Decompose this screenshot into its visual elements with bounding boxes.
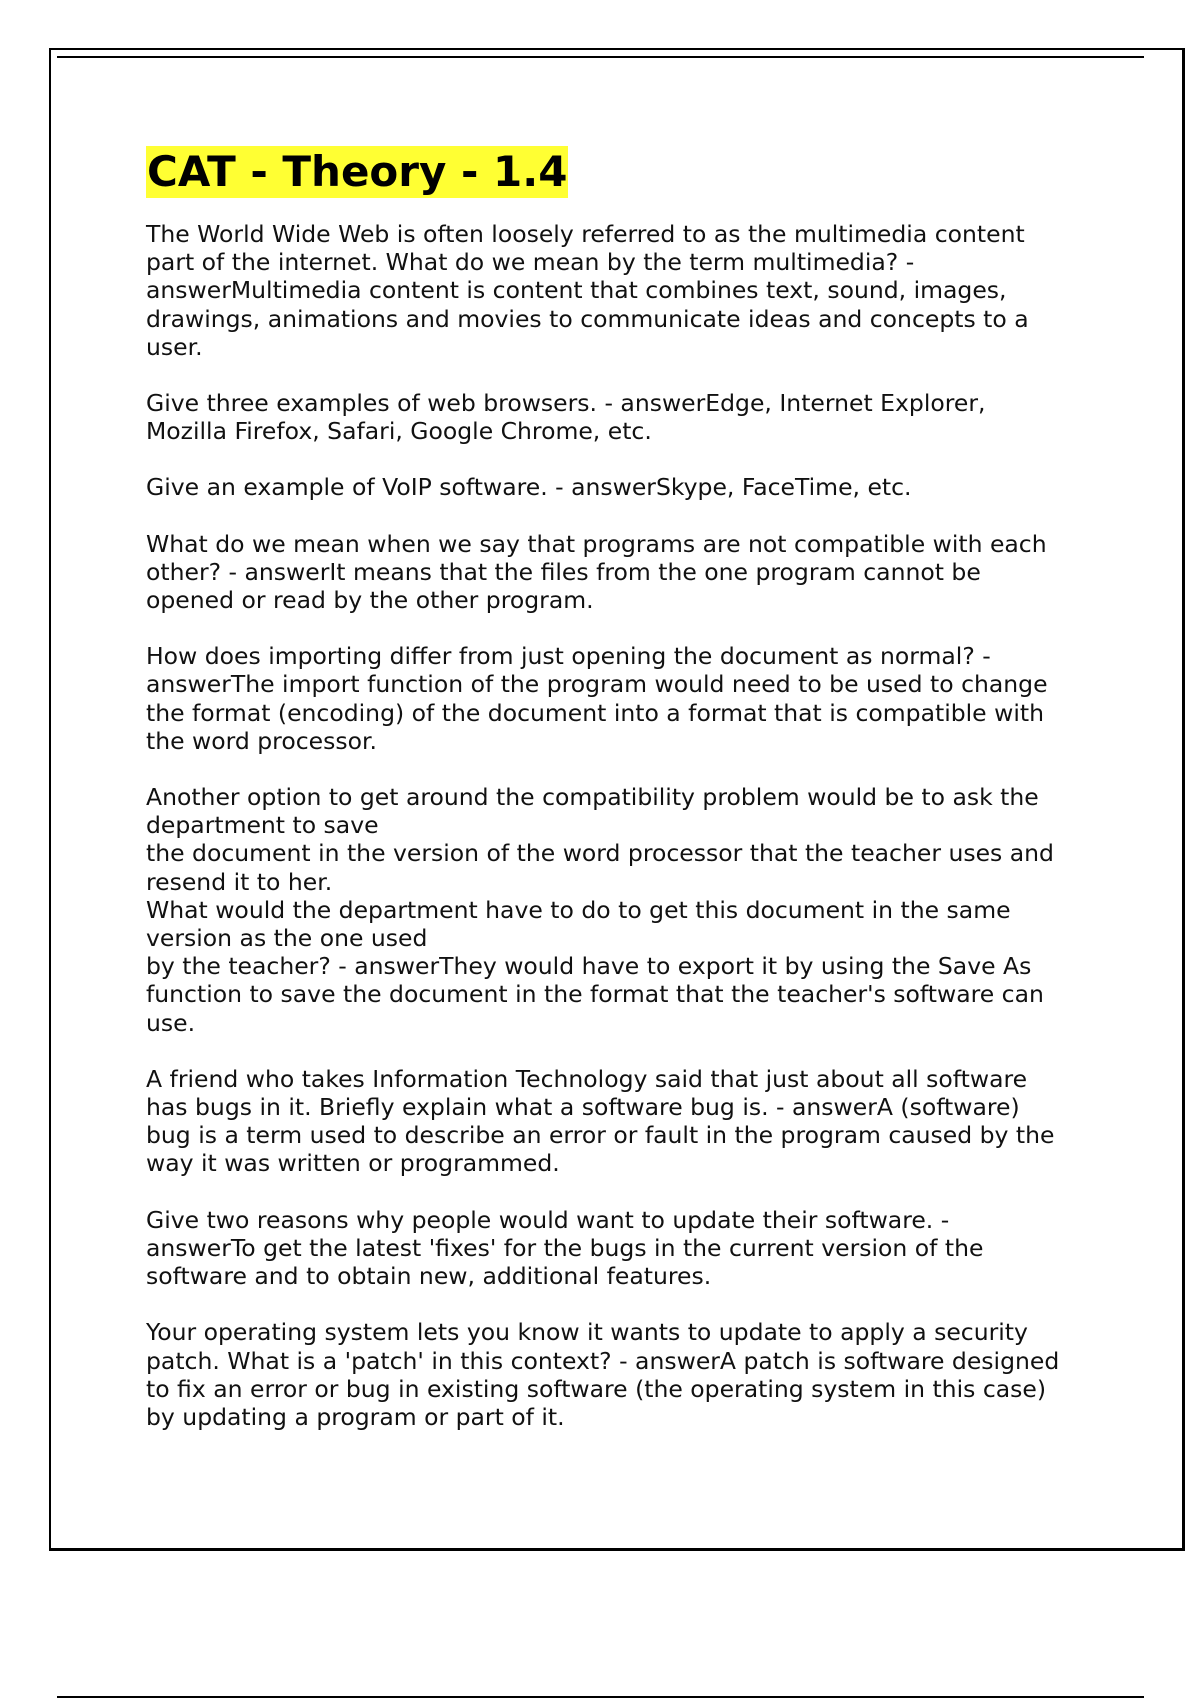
bottom-rule (57, 1696, 1144, 1698)
document-content (146, 146, 1106, 1459)
qa-item: Give two reasons why people would want to update their software. - answerTo get the latest 'fixes' for the bugs in the current version of the software and to obtain new, additional features. (146, 1205, 984, 1291)
page-title: CAT - Theory - 1.4 (147, 147, 568, 196)
qa-item: Give three examples of web browsers. - answerEdge, Internet Explorer, Mozilla Firefox, Safari, Google Chrome, etc. (146, 389, 986, 446)
qa-item: Your operating system lets you know it wants to update to apply a security patch. What is a 'patch' in this context? - answerA patch is software designed to fix an error or bug in existing software (the operating system in this case) by updating a program or part of it. (146, 1318, 1060, 1431)
qa-item: The World Wide Web is often loosely referred to as the multimedia content part of the internet. What do we mean by the term multimedia? - answerMultimedia content is content that combines text, sound, images, drawings, animations and movies to communicate ideas and concepts to a user. (146, 220, 1029, 361)
qa-item: How does importing differ from just opening the document as normal? - answerThe import function of the program would need to be used to change the format (encoding) of the document into a format that is compatible with the word processor. (146, 642, 1048, 755)
qa-item: A friend who takes Information Technology said that just about all software has bugs in it. Briefly explain what a software bug is. - answerA (software) bug is a term used to describe an error or fault in the program caused by the way it was written or programmed. (146, 1064, 1055, 1178)
qa-list (146, 220, 1106, 1431)
qa-item: Another option to get around the compatibility problem would be to ask the department to save the document in the version of the word processor that the teacher uses and resend it to her. What would the department have to do to get this document in the same version as the one used by the teacher? - answerThey would have to export it by using the Save As function to save the document in the format that the teacher's software can use. (146, 783, 1054, 1037)
qa-item: What do we mean when we say that programs are not compatible with each other? - answerIt means that the files from the one program cannot be opened or read by the other program. (146, 529, 1047, 615)
qa-item: Give an example of VoIP software. - answerSkype, FaceTime, etc. (146, 473, 912, 502)
